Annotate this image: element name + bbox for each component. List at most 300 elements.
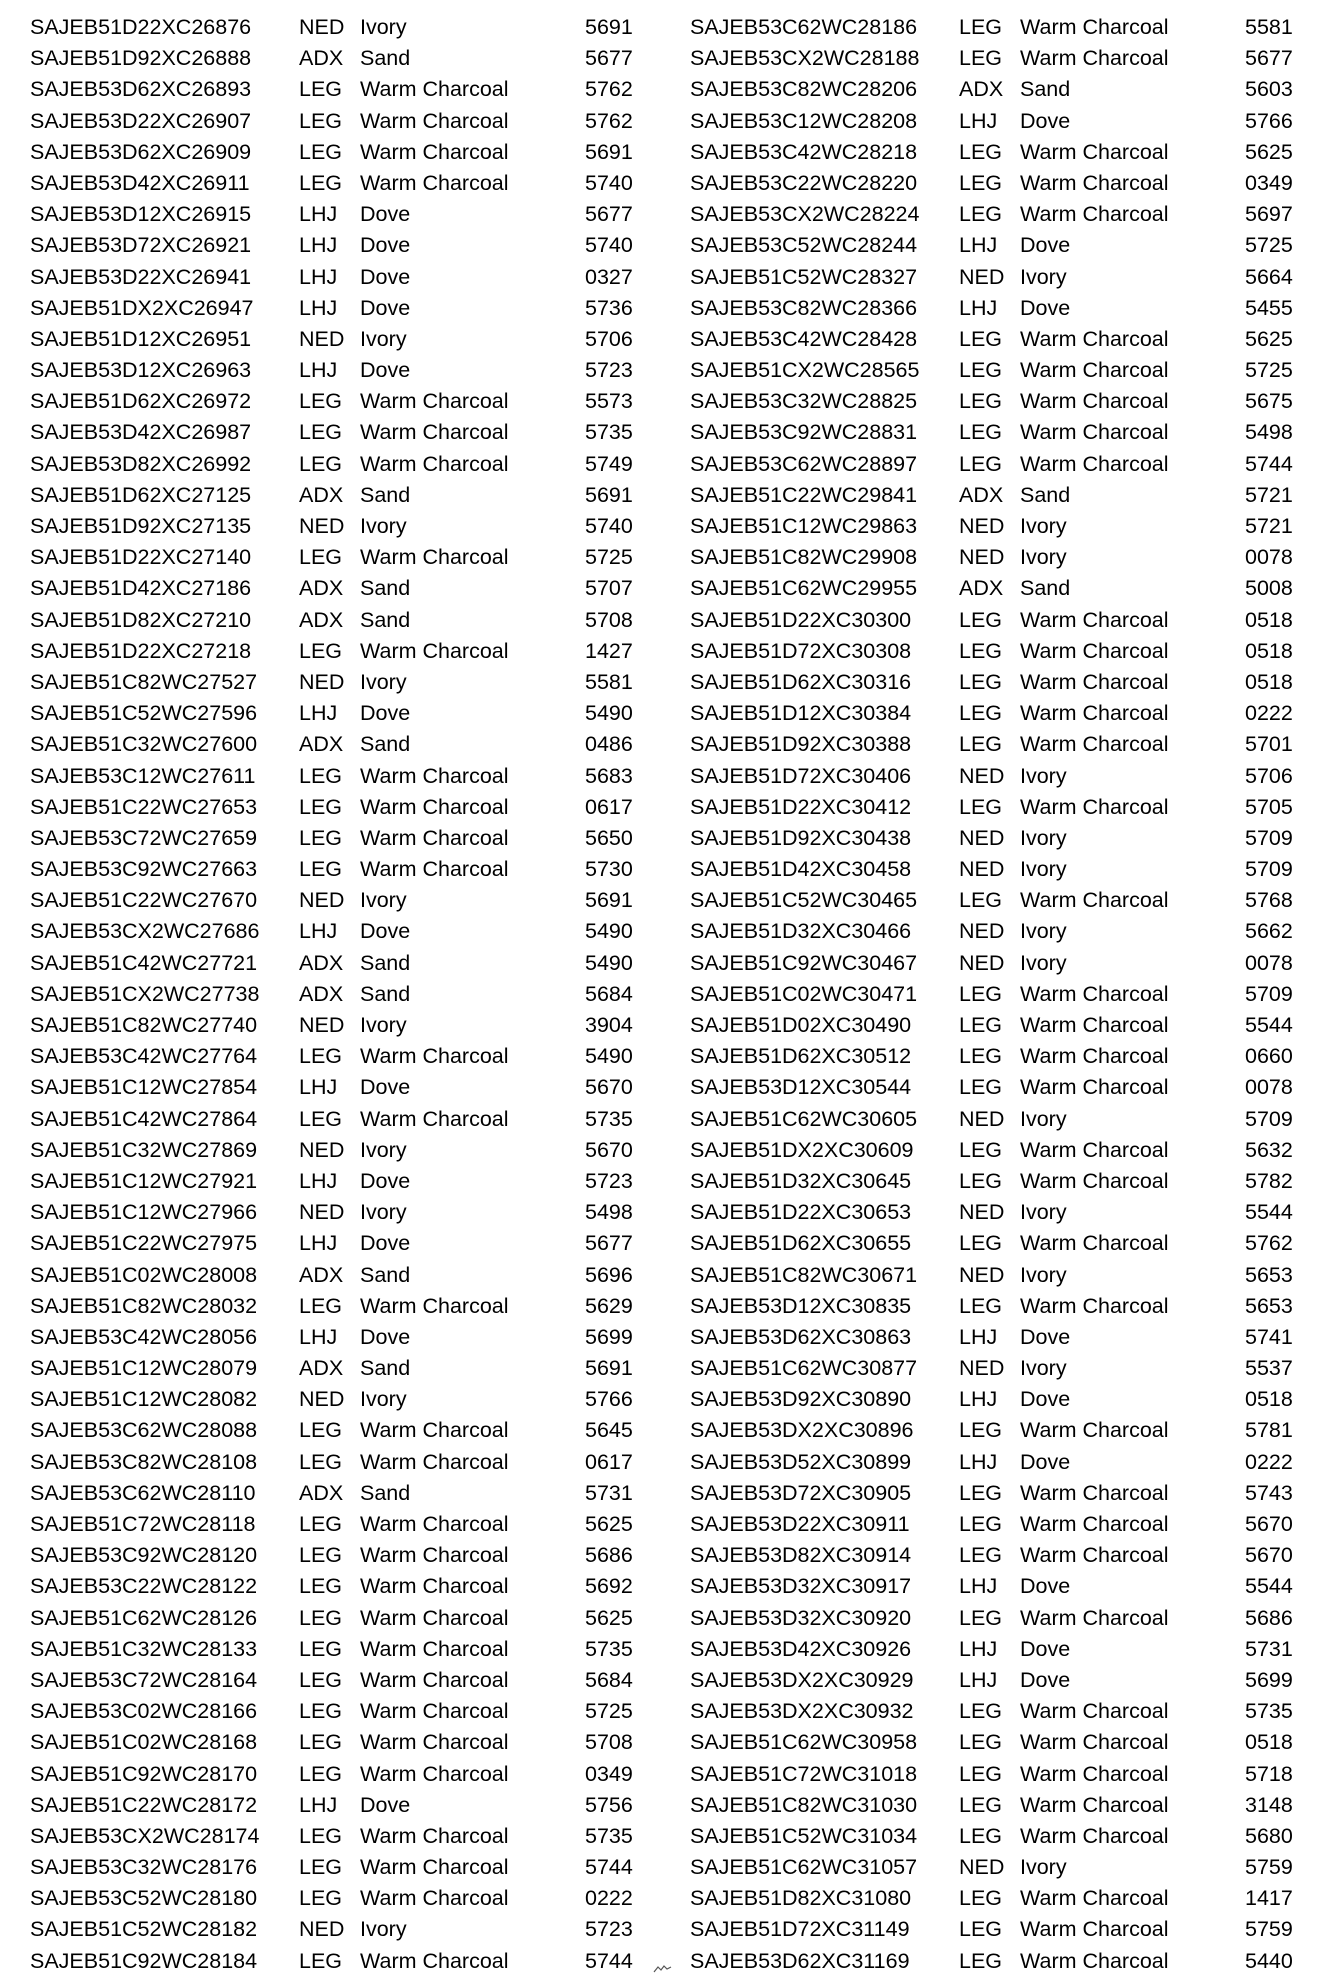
number-cell: 5684 (585, 1667, 633, 1692)
vin-cell: SAJEB53C32WC28176 (30, 1855, 258, 1880)
number-cell: 5740 (585, 233, 633, 258)
number-cell: 5756 (585, 1792, 633, 1817)
color-name-cell: Dove (1020, 233, 1071, 258)
model-code-cell: LHJ (299, 233, 338, 258)
vin-cell: SAJEB51D62XC30655 (690, 1231, 912, 1256)
table-row (30, 1072, 670, 1103)
color-name-cell: Sand (1020, 77, 1071, 102)
table-row (30, 293, 670, 324)
table-row (30, 667, 670, 698)
number-cell: 0518 (1245, 638, 1293, 663)
model-code-cell: LEG (959, 794, 1003, 819)
number-cell: 5692 (585, 1574, 633, 1599)
number-cell: 5749 (585, 451, 633, 476)
number-cell: 5708 (585, 607, 633, 632)
table-row (30, 854, 670, 885)
number-cell: 0518 (1245, 1387, 1293, 1412)
table-row (30, 1634, 670, 1665)
number-cell: 5725 (1245, 233, 1293, 258)
number-cell: 0518 (1245, 1730, 1293, 1755)
table-row (30, 1353, 670, 1384)
vin-cell: SAJEB51CX2WC28565 (690, 358, 920, 383)
color-name-cell: Warm Charcoal (360, 545, 509, 570)
vin-cell: SAJEB51C52WC28327 (690, 264, 918, 289)
vin-cell: SAJEB51C32WC27600 (30, 732, 258, 757)
color-name-cell: Warm Charcoal (1020, 1699, 1169, 1724)
table-row (690, 1384, 1328, 1415)
table-row (30, 355, 670, 386)
model-code-cell: LHJ (299, 358, 338, 383)
color-name-cell: Warm Charcoal (360, 1574, 509, 1599)
number-cell: 5723 (585, 1917, 633, 1942)
table-row (690, 605, 1328, 636)
number-cell: 5544 (1245, 1013, 1293, 1037)
color-name-cell: Warm Charcoal (1020, 888, 1169, 913)
vin-cell: SAJEB51C12WC28079 (30, 1356, 258, 1381)
number-cell: 0078 (1245, 1075, 1293, 1100)
table-row (30, 1790, 670, 1821)
model-code-cell: LEG (959, 732, 1003, 757)
number-cell: 5706 (1245, 763, 1293, 788)
vin-cell: SAJEB51C62WC31057 (690, 1855, 918, 1880)
table-row (30, 386, 670, 417)
color-name-cell: Warm Charcoal (360, 389, 509, 414)
number-cell: 5735 (585, 1636, 633, 1661)
table-row (30, 1447, 670, 1478)
model-code-cell: LEG (959, 1948, 1003, 1973)
table-row (690, 1852, 1328, 1883)
table-row (690, 1228, 1328, 1259)
number-cell: 1417 (1245, 1886, 1293, 1911)
model-code-cell: NED (959, 264, 1005, 289)
model-code-cell: NED (959, 1106, 1005, 1131)
table-row (30, 1603, 670, 1634)
number-cell: 5677 (585, 202, 633, 227)
color-name-cell: Dove (360, 1792, 411, 1817)
vin-cell: SAJEB53D72XC26921 (30, 233, 252, 258)
color-name-cell: Dove (1020, 1324, 1071, 1349)
number-cell: 5581 (1245, 15, 1293, 39)
color-name-cell: Ivory (360, 1013, 407, 1037)
color-name-cell: Warm Charcoal (360, 1855, 509, 1880)
table-row (690, 1571, 1328, 1602)
vin-cell: SAJEB51C72WC31018 (690, 1761, 918, 1786)
number-cell: 5691 (585, 482, 633, 507)
table-row (690, 12, 1328, 43)
table-row (30, 979, 670, 1010)
model-code-cell: LEG (959, 1013, 1003, 1037)
color-name-cell: Ivory (360, 1387, 407, 1412)
vin-cell: SAJEB51D22XC30653 (690, 1200, 912, 1225)
color-name-cell: Ivory (360, 1137, 407, 1162)
table-row (30, 449, 670, 480)
color-name-cell: Warm Charcoal (360, 451, 509, 476)
table-row (690, 1821, 1328, 1852)
vin-cell: SAJEB51D72XC30308 (690, 638, 912, 663)
color-name-cell: Warm Charcoal (360, 825, 509, 850)
table-row (30, 605, 670, 636)
model-code-cell: NED (959, 950, 1005, 975)
number-cell: 0078 (1245, 545, 1293, 570)
number-cell: 5498 (1245, 420, 1293, 445)
table-row (30, 199, 670, 230)
model-code-cell: NED (299, 1917, 345, 1942)
number-cell: 1427 (585, 638, 633, 663)
number-cell: 5670 (1245, 1543, 1293, 1568)
number-cell: 5603 (1245, 77, 1293, 102)
model-code-cell: NED (959, 545, 1005, 570)
table-row (30, 74, 670, 105)
vin-cell: SAJEB51D22XC27140 (30, 545, 252, 570)
color-name-cell: Warm Charcoal (1020, 1886, 1169, 1911)
model-code-cell: LEG (959, 202, 1003, 227)
color-name-cell: Warm Charcoal (360, 1512, 509, 1536)
vin-cell: SAJEB51C52WC27596 (30, 701, 258, 726)
number-cell: 5691 (585, 1356, 633, 1381)
color-name-cell: Ivory (360, 1917, 407, 1942)
vin-cell: SAJEB53D12XC26963 (30, 358, 252, 383)
model-code-cell: LEG (959, 1605, 1003, 1630)
vin-cell: SAJEB51C82WC29908 (690, 545, 918, 570)
color-name-cell: Ivory (1020, 1855, 1067, 1880)
vin-cell: SAJEB51C82WC30671 (690, 1262, 918, 1287)
table-row (690, 1041, 1328, 1072)
number-cell: 5537 (1245, 1356, 1293, 1381)
model-code-cell: NED (959, 1262, 1005, 1287)
color-name-cell: Warm Charcoal (360, 1636, 509, 1661)
number-cell: 5736 (585, 295, 633, 320)
model-code-cell: LEG (299, 1574, 343, 1599)
vin-cell: SAJEB51C22WC27670 (30, 888, 258, 913)
color-name-cell: Warm Charcoal (360, 1761, 509, 1786)
model-code-cell: LEG (959, 1792, 1003, 1817)
table-row (690, 1260, 1328, 1291)
number-cell: 5683 (585, 763, 633, 788)
color-name-cell: Dove (360, 202, 411, 227)
model-code-cell: LHJ (299, 202, 338, 227)
vin-cell: SAJEB53C42WC28056 (30, 1324, 258, 1349)
table-row (30, 1509, 670, 1540)
table-row (690, 1759, 1328, 1790)
color-name-cell: Warm Charcoal (1020, 1137, 1169, 1162)
model-code-cell: LEG (299, 1761, 343, 1786)
vin-cell: SAJEB51D42XC27186 (30, 576, 252, 601)
number-cell: 5625 (1245, 326, 1293, 351)
color-name-cell: Dove (360, 701, 411, 726)
number-cell: 0078 (1245, 950, 1293, 975)
model-code-cell: LEG (959, 1699, 1003, 1724)
color-name-cell: Warm Charcoal (1020, 451, 1169, 476)
model-code-cell: LEG (959, 1418, 1003, 1443)
color-name-cell: Ivory (1020, 1106, 1067, 1131)
table-row (30, 698, 670, 729)
model-code-cell: NED (299, 669, 345, 694)
model-code-cell: ADX (299, 732, 344, 757)
color-name-cell: Sand (360, 482, 411, 507)
model-code-cell: ADX (959, 576, 1004, 601)
vin-cell: SAJEB53C72WC28164 (30, 1667, 258, 1692)
model-code-cell: NED (959, 1200, 1005, 1225)
vin-cell: SAJEB51D92XC30438 (690, 825, 912, 850)
table-row (690, 854, 1328, 885)
model-code-cell: NED (959, 857, 1005, 882)
vin-cell: SAJEB53C62WC28186 (690, 15, 918, 39)
color-name-cell: Ivory (1020, 1262, 1067, 1287)
number-cell: 5697 (1245, 202, 1293, 227)
table-row (30, 823, 670, 854)
number-cell: 5762 (585, 108, 633, 133)
table-row (30, 1322, 670, 1353)
vin-cell: SAJEB51D82XC27210 (30, 607, 252, 632)
table-row (30, 137, 670, 168)
number-cell: 5686 (1245, 1605, 1293, 1630)
vin-cell: SAJEB51D02XC30490 (690, 1013, 912, 1037)
model-code-cell: LHJ (299, 701, 338, 726)
number-cell: 5782 (1245, 1168, 1293, 1193)
table-row (690, 43, 1328, 74)
table-row (690, 511, 1328, 542)
color-name-cell: Dove (1020, 108, 1071, 133)
model-code-cell: ADX (959, 77, 1004, 102)
color-name-cell: Warm Charcoal (1020, 981, 1169, 1006)
color-name-cell: Warm Charcoal (360, 857, 509, 882)
table-row (30, 1291, 670, 1322)
vin-cell: SAJEB53C82WC28366 (690, 295, 918, 320)
color-name-cell: Warm Charcoal (1020, 607, 1169, 632)
color-name-cell: Ivory (1020, 514, 1067, 538)
color-name-cell: Warm Charcoal (1020, 1917, 1169, 1942)
color-name-cell: Ivory (1020, 1200, 1067, 1225)
number-cell: 5735 (585, 420, 633, 445)
model-code-cell: LEG (299, 1418, 343, 1443)
number-cell: 5762 (585, 77, 633, 102)
model-code-cell: LEG (959, 669, 1003, 694)
table-row (690, 1415, 1328, 1446)
vehicle-list-right-column (690, 12, 1328, 1977)
table-row (690, 355, 1328, 386)
vin-cell: SAJEB53CX2WC28224 (690, 202, 920, 227)
color-name-cell: Warm Charcoal (360, 763, 509, 788)
color-name-cell: Ivory (360, 888, 407, 913)
vin-cell: SAJEB53D62XC26893 (30, 77, 252, 102)
vin-cell: SAJEB53D22XC26941 (30, 264, 252, 289)
number-cell: 5490 (585, 919, 633, 944)
color-name-cell: Ivory (1020, 264, 1067, 289)
number-cell: 5718 (1245, 1761, 1293, 1786)
model-code-cell: LHJ (299, 919, 338, 944)
table-row (690, 106, 1328, 137)
table-row (30, 43, 670, 74)
number-cell: 3148 (1245, 1792, 1293, 1817)
table-row (30, 1384, 670, 1415)
vin-cell: SAJEB53C62WC28110 (30, 1480, 256, 1505)
number-cell: 0222 (1245, 701, 1293, 726)
number-cell: 5677 (1245, 46, 1293, 71)
vin-cell: SAJEB53D82XC26992 (30, 451, 252, 476)
vin-cell: SAJEB51C12WC29863 (690, 514, 918, 538)
model-code-cell: LEG (299, 1293, 343, 1318)
vin-cell: SAJEB53C62WC28088 (30, 1418, 258, 1443)
number-cell: 5744 (1245, 451, 1293, 476)
color-name-cell: Warm Charcoal (360, 1449, 509, 1474)
vin-cell: SAJEB51C12WC27966 (30, 1200, 258, 1225)
table-row (30, 729, 670, 760)
model-code-cell: LEG (959, 420, 1003, 445)
number-cell: 5675 (1245, 389, 1293, 414)
color-name-cell: Warm Charcoal (360, 1948, 509, 1973)
number-cell: 5490 (585, 1044, 633, 1069)
vin-cell: SAJEB51D72XC31149 (690, 1917, 910, 1942)
model-code-cell: LEG (299, 857, 343, 882)
number-cell: 5766 (585, 1387, 633, 1412)
color-name-cell: Warm Charcoal (1020, 669, 1169, 694)
model-code-cell: LHJ (959, 1667, 998, 1692)
number-cell: 5709 (1245, 1106, 1293, 1131)
model-code-cell: NED (959, 825, 1005, 850)
color-name-cell: Ivory (1020, 857, 1067, 882)
color-name-cell: Warm Charcoal (360, 420, 509, 445)
table-row (690, 823, 1328, 854)
number-cell: 5650 (585, 825, 633, 850)
color-name-cell: Sand (360, 1262, 411, 1287)
table-row (30, 1540, 670, 1571)
table-row (690, 1634, 1328, 1665)
vin-cell: SAJEB51C92WC30467 (690, 950, 918, 975)
model-code-cell: LEG (959, 1543, 1003, 1568)
vin-cell: SAJEB51DX2XC30609 (690, 1137, 914, 1162)
model-code-cell: ADX (299, 950, 344, 975)
color-name-cell: Ivory (360, 15, 407, 39)
number-cell: 0222 (1245, 1449, 1293, 1474)
vin-cell: SAJEB51C42WC27721 (30, 950, 258, 975)
vin-cell: SAJEB51C82WC27527 (30, 669, 258, 694)
number-cell: 5544 (1245, 1200, 1293, 1225)
number-cell: 5691 (585, 888, 633, 913)
model-code-cell: LEG (299, 1667, 343, 1692)
table-row (30, 885, 670, 916)
color-name-cell: Warm Charcoal (360, 1605, 509, 1630)
color-name-cell: Ivory (360, 669, 407, 694)
model-code-cell: LEG (299, 1886, 343, 1911)
table-row (690, 1353, 1328, 1384)
table-row (690, 948, 1328, 979)
number-cell: 5706 (585, 326, 633, 351)
color-name-cell: Sand (360, 1480, 411, 1505)
model-code-cell: LEG (299, 108, 343, 133)
table-row (690, 1509, 1328, 1540)
table-row (690, 573, 1328, 604)
vin-cell: SAJEB51C02WC30471 (690, 981, 918, 1006)
vin-cell: SAJEB51D62XC26972 (30, 389, 252, 414)
table-row (30, 417, 670, 448)
number-cell: 5741 (1245, 1324, 1293, 1349)
number-cell: 5573 (585, 389, 633, 414)
number-cell: 5625 (585, 1605, 633, 1630)
color-name-cell: Warm Charcoal (360, 794, 509, 819)
number-cell: 5721 (1245, 514, 1293, 538)
table-row (690, 1322, 1328, 1353)
table-row (30, 792, 670, 823)
color-name-cell: Sand (360, 981, 411, 1006)
color-name-cell: Dove (1020, 1667, 1071, 1692)
number-cell: 5653 (1245, 1262, 1293, 1287)
vin-cell: SAJEB53C42WC28218 (690, 139, 918, 164)
color-name-cell: Dove (1020, 1574, 1071, 1599)
vin-cell: SAJEB51C22WC28172 (30, 1792, 258, 1817)
color-name-cell: Warm Charcoal (1020, 1418, 1169, 1443)
table-row (30, 1571, 670, 1602)
number-cell: 0617 (585, 794, 633, 819)
color-name-cell: Dove (360, 1168, 411, 1193)
number-cell: 5759 (1245, 1917, 1293, 1942)
vin-cell: SAJEB53D42XC26987 (30, 420, 252, 445)
model-code-cell: LEG (299, 1730, 343, 1755)
vin-cell: SAJEB51C22WC29841 (690, 482, 918, 507)
vin-cell: SAJEB51D82XC31080 (690, 1886, 912, 1911)
number-cell: 5723 (585, 358, 633, 383)
color-name-cell: Sand (360, 46, 411, 71)
model-code-cell: LEG (959, 1917, 1003, 1942)
table-row (690, 1135, 1328, 1166)
model-code-cell: LEG (959, 1730, 1003, 1755)
number-cell: 5731 (585, 1480, 633, 1505)
model-code-cell: LHJ (959, 1324, 998, 1349)
number-cell: 5581 (585, 669, 633, 694)
color-name-cell: Dove (360, 358, 411, 383)
model-code-cell: ADX (299, 46, 344, 71)
number-cell: 0222 (585, 1886, 633, 1911)
color-name-cell: Sand (360, 607, 411, 632)
table-row (30, 1883, 670, 1914)
table-row (30, 761, 670, 792)
vin-cell: SAJEB51D42XC30458 (690, 857, 912, 882)
color-name-cell: Warm Charcoal (360, 638, 509, 663)
number-cell: 5708 (585, 1730, 633, 1755)
number-cell: 5670 (585, 1075, 633, 1100)
model-code-cell: LHJ (959, 108, 998, 133)
model-code-cell: LEG (959, 1231, 1003, 1256)
color-name-cell: Warm Charcoal (1020, 1075, 1169, 1100)
number-cell: 5721 (1245, 482, 1293, 507)
number-cell: 5632 (1245, 1137, 1293, 1162)
model-code-cell: LHJ (299, 1075, 338, 1100)
vin-cell: SAJEB51DX2XC26947 (30, 295, 254, 320)
color-name-cell: Warm Charcoal (1020, 1168, 1169, 1193)
vin-cell: SAJEB53CX2WC28174 (30, 1823, 260, 1848)
model-code-cell: LEG (299, 1512, 343, 1536)
number-cell: 5735 (585, 1823, 633, 1848)
vin-cell: SAJEB53DX2XC30896 (690, 1418, 914, 1443)
model-code-cell: NED (959, 1356, 1005, 1381)
number-cell: 5730 (585, 857, 633, 882)
table-row (690, 199, 1328, 230)
vin-cell: SAJEB53D42XC26911 (30, 170, 250, 195)
vin-cell: SAJEB51D12XC30384 (690, 701, 912, 726)
number-cell: 5490 (585, 950, 633, 975)
number-cell: 5629 (585, 1293, 633, 1318)
number-cell: 0518 (1245, 669, 1293, 694)
table-row (690, 137, 1328, 168)
number-cell: 5709 (1245, 981, 1293, 1006)
number-cell: 5691 (585, 139, 633, 164)
model-code-cell: LEG (959, 1044, 1003, 1069)
color-name-cell: Warm Charcoal (1020, 46, 1169, 71)
color-name-cell: Warm Charcoal (360, 170, 509, 195)
vin-cell: SAJEB51C52WC30465 (690, 888, 918, 913)
number-cell: 5625 (585, 1512, 633, 1536)
model-code-cell: LHJ (959, 233, 998, 258)
table-row (30, 1759, 670, 1790)
